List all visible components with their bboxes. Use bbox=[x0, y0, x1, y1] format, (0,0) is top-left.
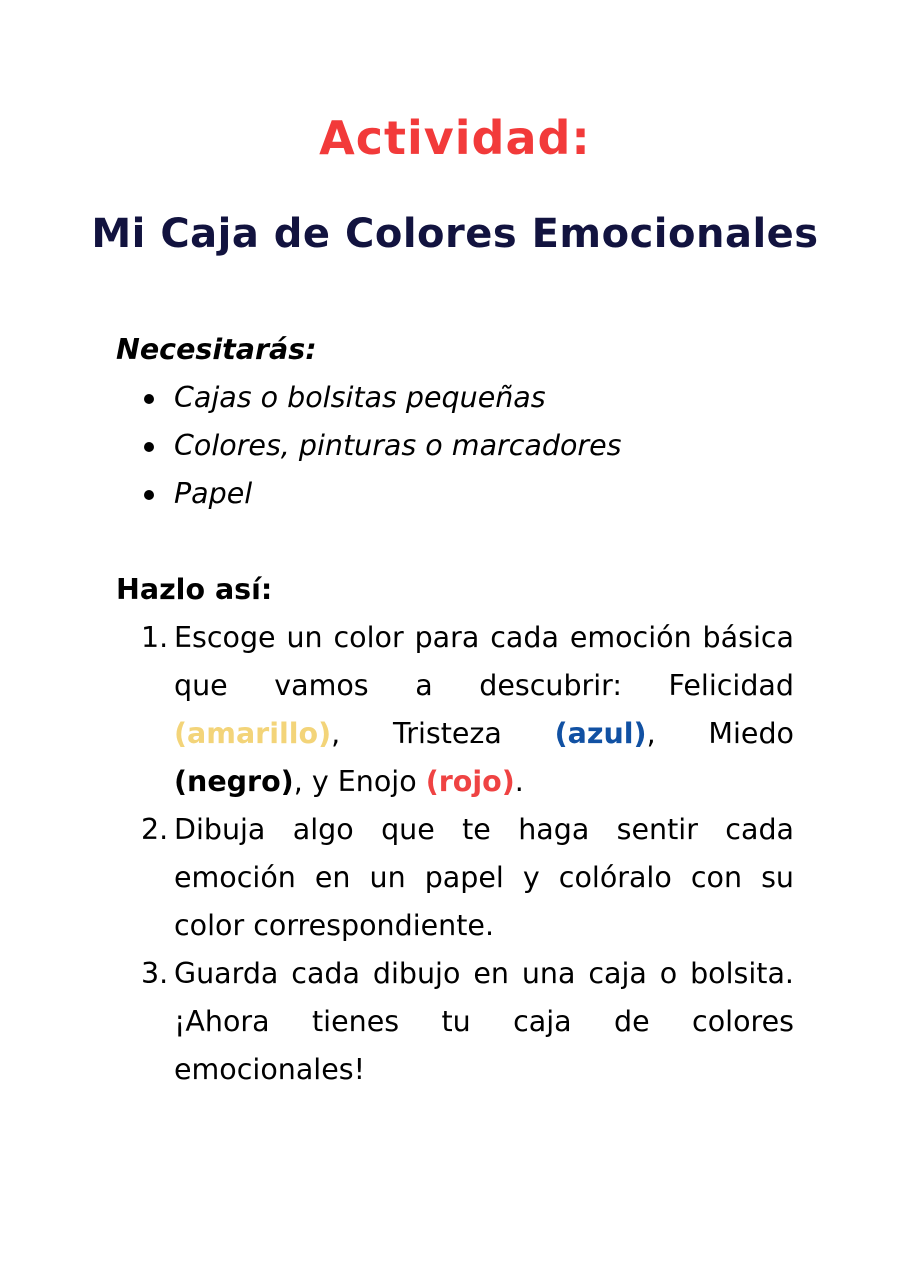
step-text: , y Enojo bbox=[293, 765, 426, 798]
step-item bbox=[116, 614, 794, 806]
step-item bbox=[116, 806, 794, 950]
materials-item bbox=[116, 374, 794, 422]
materials-item-text: Cajas o bolsitas pequeñas bbox=[174, 381, 546, 414]
materials-item-text: Papel bbox=[174, 477, 253, 510]
bullet-icon bbox=[144, 442, 154, 452]
materials-heading: Necesitarás: bbox=[116, 333, 317, 366]
activity-content bbox=[116, 326, 794, 1094]
step-text: . bbox=[514, 765, 524, 798]
section-gap bbox=[116, 518, 794, 566]
materials-item bbox=[116, 470, 794, 518]
materials-item bbox=[116, 422, 794, 470]
materials-list bbox=[116, 374, 794, 518]
step-text: Dibuja algo que te haga sentir cada emoción en un papel y colóralo con su color correspondiente. bbox=[174, 813, 794, 942]
step-number: 3. bbox=[141, 957, 169, 990]
activity-title: Mi Caja de Colores Emocionales bbox=[91, 211, 819, 257]
color-label-amarillo: (amarillo) bbox=[174, 717, 332, 750]
step-number: 2. bbox=[141, 813, 169, 846]
activity-label: Actividad: bbox=[319, 111, 591, 165]
step-text: , Miedo bbox=[646, 717, 794, 750]
step-number: 1. bbox=[141, 621, 169, 654]
color-label-rojo: (rojo) bbox=[425, 765, 515, 798]
bullet-icon bbox=[144, 394, 154, 404]
bullet-icon bbox=[144, 490, 154, 500]
step-text: Guarda cada dibujo en una caja o bolsita. ¡Ahora tienes tu caja de colores emocionales! bbox=[174, 957, 794, 1086]
steps-heading: Hazlo así: bbox=[116, 573, 273, 606]
materials-item-text: Colores, pinturas o marcadores bbox=[174, 429, 622, 462]
step-text: , Tristeza bbox=[331, 717, 555, 750]
steps-list bbox=[116, 614, 794, 1094]
step-item bbox=[116, 950, 794, 1094]
color-label-azul: (azul) bbox=[554, 717, 647, 750]
step-text: Escoge un color para cada emoción básica que vamos a descubrir: Felicidad bbox=[174, 621, 794, 702]
color-label-negro: (negro) bbox=[174, 765, 294, 798]
